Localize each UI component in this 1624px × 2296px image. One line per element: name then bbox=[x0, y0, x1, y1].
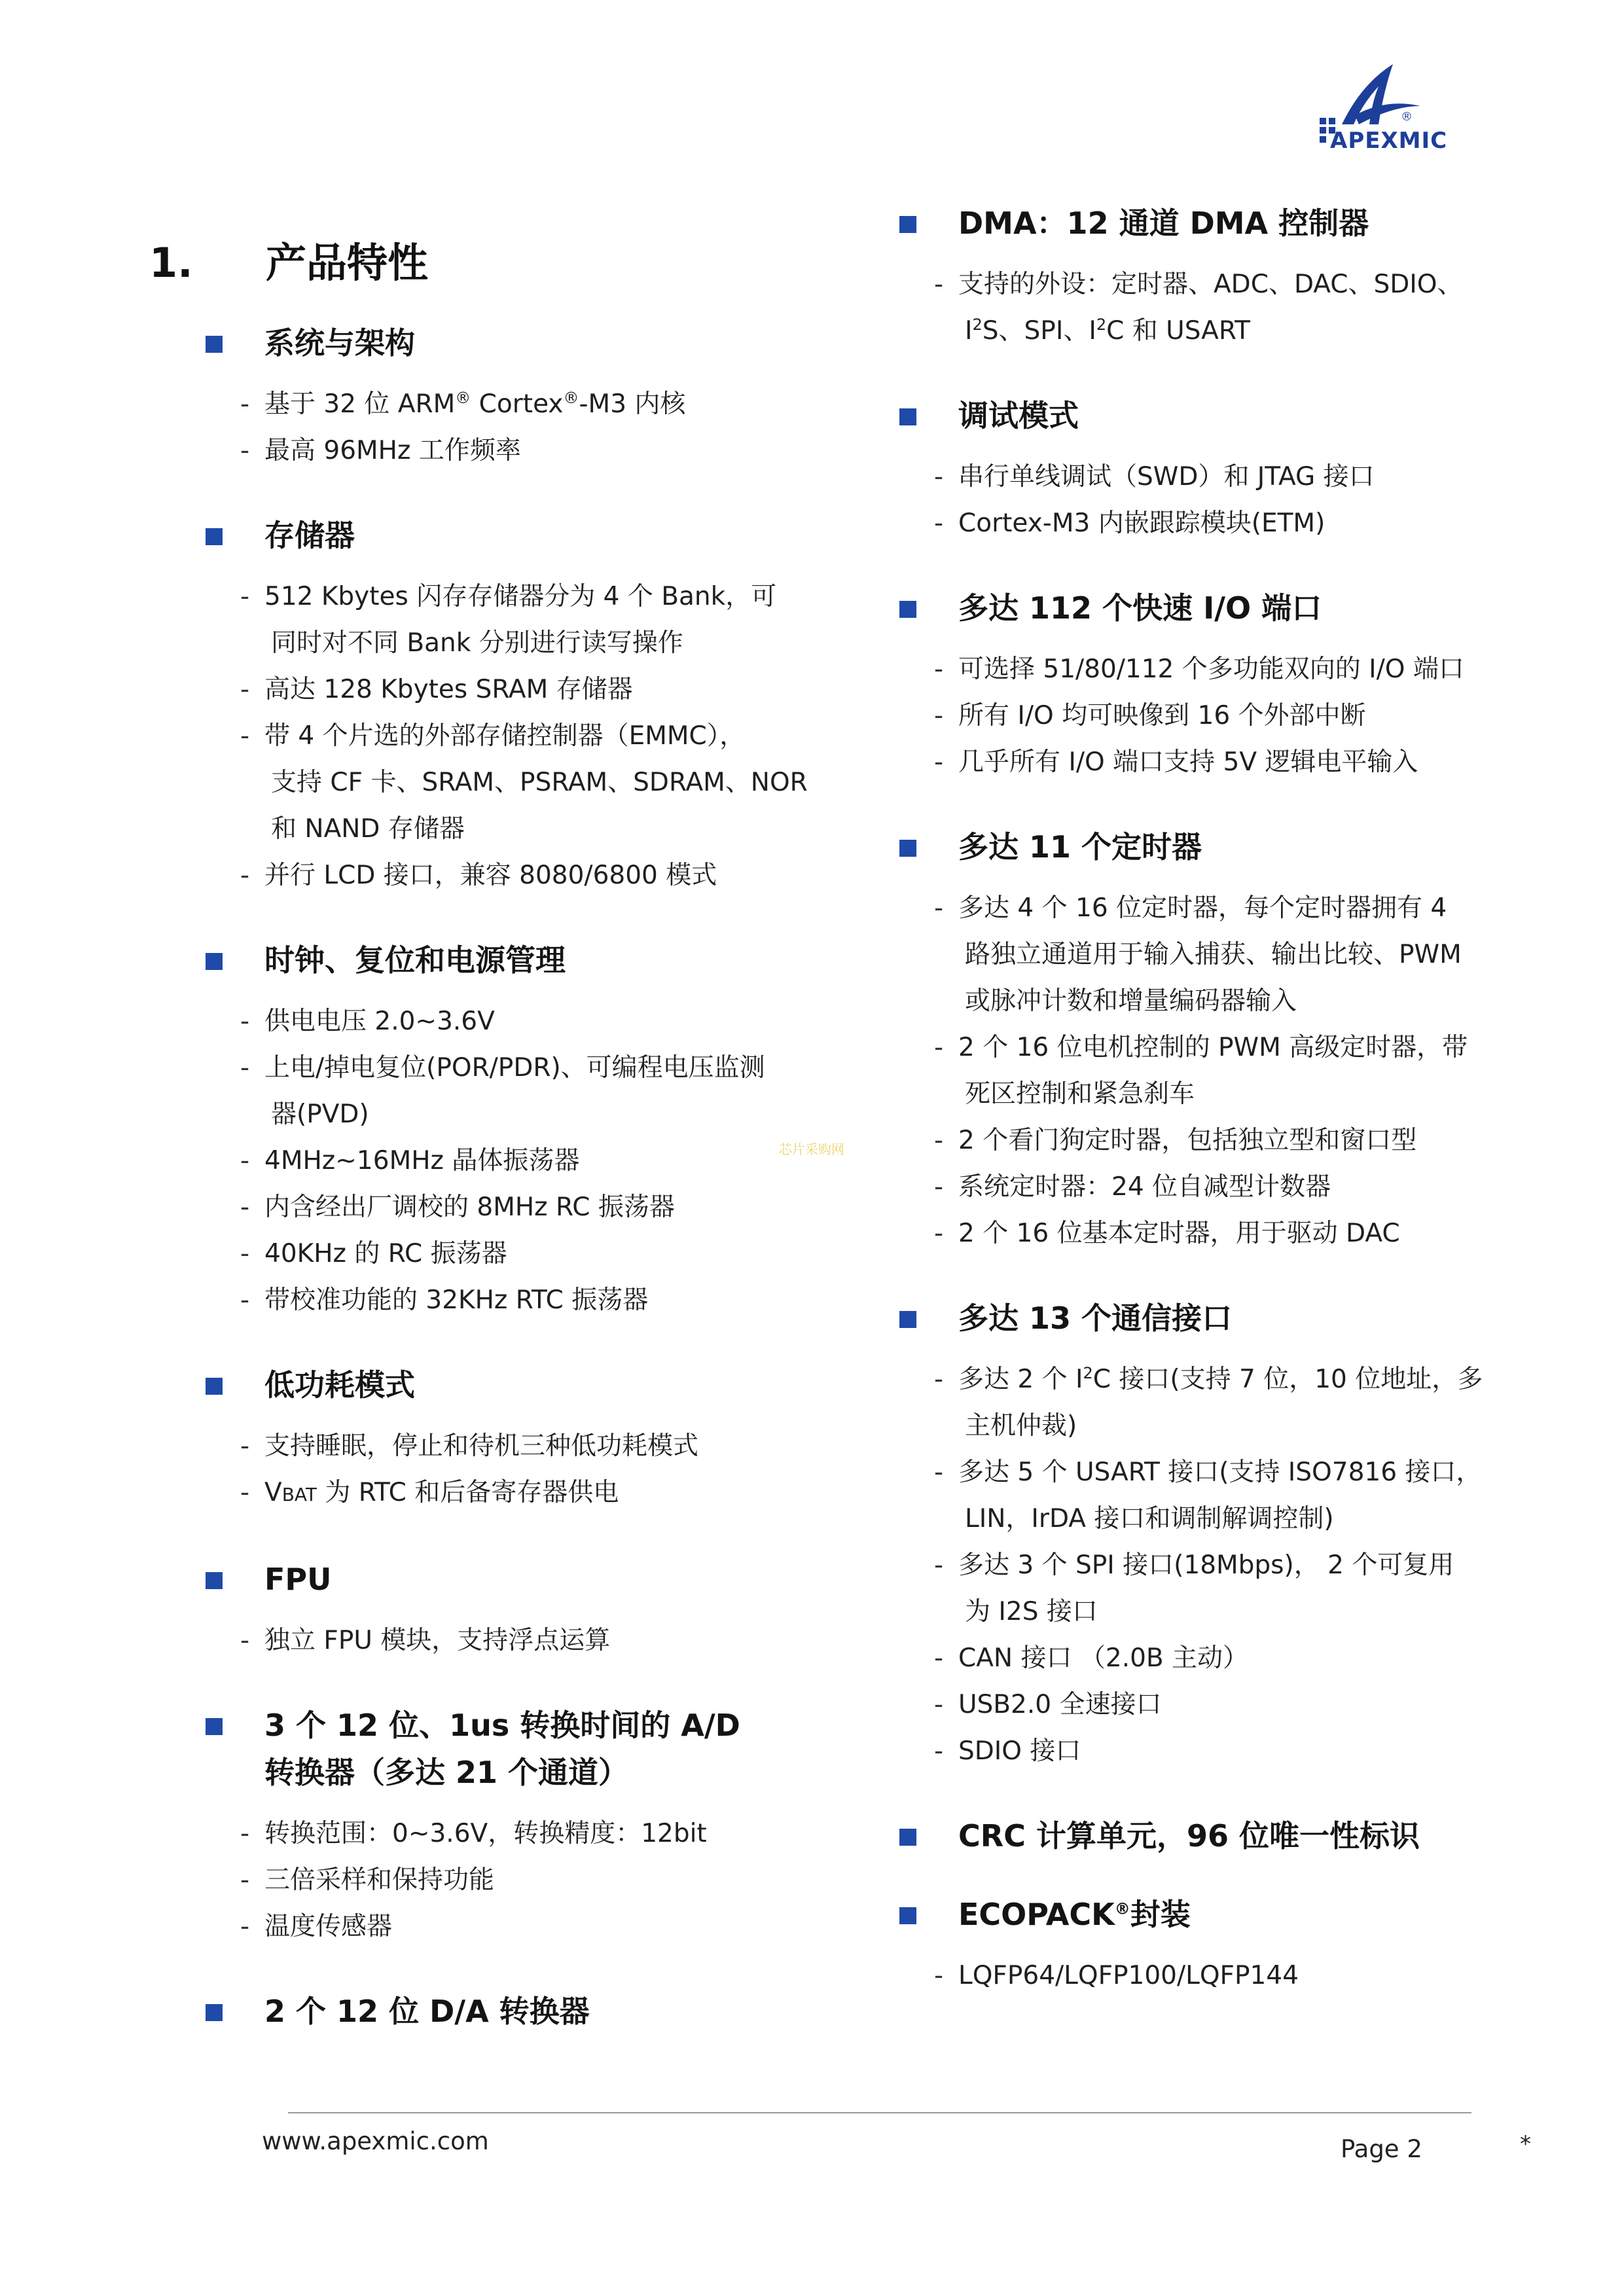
text-run: 所有 I/O 均可映像到 16 个外部中断 bbox=[958, 701, 1366, 730]
text-run: 带 4 个片选的外部存储控制器（EMMC）， bbox=[264, 721, 746, 751]
section-heading-text: FPU bbox=[264, 1562, 332, 1597]
list-item-continuation: 主机仲裁) bbox=[965, 1411, 1077, 1441]
section-heading-text: ECOPACK bbox=[958, 1897, 1115, 1932]
text-run: 512 Kbytes 闪存存储器分为 4 个 Bank，可 bbox=[264, 582, 777, 611]
list-item bbox=[898, 885, 1507, 1024]
section-number: 1. bbox=[149, 239, 193, 287]
list-item bbox=[204, 1617, 813, 1664]
list-item bbox=[898, 1117, 1507, 1164]
text-run: USB2.0 全速接口 bbox=[958, 1690, 1162, 1719]
superscript: 2 bbox=[1096, 315, 1107, 334]
superscript: 2 bbox=[972, 315, 983, 334]
logo-text: APEXMIC bbox=[1330, 128, 1448, 154]
section-heading bbox=[204, 1702, 813, 1796]
feature-section bbox=[204, 1988, 813, 2035]
page-title bbox=[149, 230, 428, 289]
feature-section bbox=[204, 319, 813, 474]
text-run: 多达 2 个 I bbox=[958, 1365, 1083, 1394]
section-heading bbox=[898, 392, 1507, 439]
section-heading bbox=[204, 1556, 813, 1603]
list-item-continuation: 或脉冲计数和增量编码器输入 bbox=[965, 986, 1297, 1016]
text-run: 2 个 16 位电机控制的 PWM 高级定时器，带 bbox=[958, 1033, 1468, 1062]
text-run: 最高 96MHz 工作频率 bbox=[264, 436, 521, 465]
list-item-continuation: 死区控制和紧急刹车 bbox=[965, 1079, 1195, 1109]
list-item bbox=[898, 646, 1507, 692]
text-run: 4MHz~16MHz 晶体振荡器 bbox=[264, 1146, 580, 1175]
feature-section bbox=[898, 584, 1507, 785]
text-run: 40KHz 的 RC 振荡器 bbox=[264, 1239, 507, 1268]
text-run: 温度传感器 bbox=[264, 1912, 393, 1941]
left-column bbox=[204, 319, 813, 2066]
text-run: C 和 USART bbox=[1106, 316, 1250, 346]
section-heading-text: 时钟、复位和电源管理 bbox=[264, 942, 566, 978]
feature-list bbox=[204, 1423, 813, 1518]
text-run: 多达 5 个 USART 接口(支持 ISO7816 接口， bbox=[958, 1458, 1482, 1487]
text-run: 转换范围：0~3.6V，转换精度：12bit bbox=[264, 1819, 707, 1848]
right-column bbox=[898, 200, 1507, 2037]
text-run: 串行单线调试（SWD）和 JTAG 接口 bbox=[958, 462, 1375, 492]
list-item-continuation: 同时对不同 Bank 分别进行读写操作 bbox=[271, 628, 683, 658]
feature-section bbox=[898, 823, 1507, 1257]
list-item bbox=[204, 1857, 813, 1903]
list-item bbox=[204, 1277, 813, 1323]
list-item-continuation: 路独立通道用于输入捕获、输出比较、PWM bbox=[965, 940, 1462, 969]
text-run: 基于 32 位 ARM bbox=[264, 389, 456, 419]
section-heading-text: 多达 11 个定时器 bbox=[958, 829, 1202, 865]
text-run: SDIO 接口 bbox=[958, 1736, 1081, 1766]
section-heading-text: CRC 计算单元，96 位唯一性标识 bbox=[958, 1818, 1420, 1854]
list-item bbox=[898, 1952, 1507, 1999]
feature-list bbox=[204, 998, 813, 1323]
feature-list bbox=[898, 454, 1507, 547]
text-run: I bbox=[965, 316, 973, 346]
list-item bbox=[204, 427, 813, 474]
page-number: Page 2 bbox=[1341, 2135, 1422, 2163]
superscript: ® bbox=[1114, 1899, 1130, 1918]
list-item-continuation: 为 I2S 接口 bbox=[965, 1597, 1098, 1626]
text-run: CAN 接口 （2.0B 主动） bbox=[958, 1643, 1249, 1673]
section-heading bbox=[898, 823, 1507, 870]
text-run: 为 RTC 和后备寄存器供电 bbox=[316, 1478, 619, 1507]
feature-list bbox=[204, 381, 813, 474]
section-heading-text: 2 个 12 位 D/A 转换器 bbox=[264, 1994, 590, 2029]
list-item bbox=[898, 1356, 1507, 1449]
superscript: ® bbox=[455, 389, 471, 407]
section-title: 产品特性 bbox=[266, 239, 429, 287]
text-run: 多达 3 个 SPI 接口(18Mbps)， 2 个可复用 bbox=[958, 1551, 1454, 1580]
feature-list bbox=[898, 646, 1507, 785]
section-heading bbox=[204, 319, 813, 367]
list-item bbox=[204, 1045, 813, 1138]
section-heading-text: DMA：12 通道 DMA 控制器 bbox=[958, 206, 1369, 241]
feature-section bbox=[898, 1812, 1507, 1859]
section-heading-line2: 转换器（多达 21 个通道） bbox=[264, 1755, 629, 1790]
text-run: V bbox=[264, 1478, 282, 1507]
list-item bbox=[898, 1542, 1507, 1635]
text-run: 内含经出厂调校的 8MHz RC 振荡器 bbox=[264, 1193, 675, 1222]
feature-section bbox=[204, 1556, 813, 1664]
section-heading bbox=[898, 1891, 1507, 1938]
list-item bbox=[204, 713, 813, 852]
feature-section bbox=[898, 1295, 1507, 1774]
list-item bbox=[898, 692, 1507, 739]
section-heading-text: 多达 112 个快速 I/O 端口 bbox=[958, 590, 1322, 626]
list-item bbox=[204, 1423, 813, 1469]
list-item bbox=[204, 1469, 813, 1518]
list-item bbox=[204, 573, 813, 666]
text-run: 供电电压 2.0~3.6V bbox=[264, 1007, 495, 1036]
text-run: 多达 4 个 16 位定时器，每个定时器拥有 4 bbox=[958, 893, 1447, 923]
section-heading bbox=[898, 1295, 1507, 1342]
text-run: Cortex bbox=[471, 389, 564, 419]
text-run: C 接口(支持 7 位，10 位地址，多 bbox=[1092, 1365, 1483, 1394]
text-run: Cortex-M3 内嵌跟踪模块(ETM) bbox=[958, 509, 1326, 538]
list-item bbox=[204, 1138, 813, 1184]
section-heading-text: 调试模式 bbox=[958, 398, 1079, 433]
feature-section bbox=[204, 512, 813, 899]
list-item bbox=[204, 666, 813, 713]
section-heading bbox=[204, 1361, 813, 1408]
list-item-continuation: LIN，IrDA 接口和调制解调控制) bbox=[965, 1504, 1334, 1534]
list-item bbox=[898, 1024, 1507, 1117]
feature-list bbox=[898, 885, 1507, 1257]
text-run: 三倍采样和保持功能 bbox=[264, 1865, 495, 1895]
feature-list bbox=[204, 573, 813, 899]
list-item-continuation: 器(PVD) bbox=[271, 1100, 369, 1129]
superscript: 2 bbox=[1083, 1364, 1093, 1382]
feature-list bbox=[898, 1356, 1507, 1774]
text-run: S、SPI、I bbox=[982, 316, 1096, 346]
list-item-continuation: 和 NAND 存储器 bbox=[271, 814, 465, 844]
section-heading-tail: 封装 bbox=[1130, 1897, 1191, 1932]
section-heading-text: 3 个 12 位、1us 转换时间的 A/D bbox=[264, 1708, 740, 1743]
footer-url[interactable]: www.apexmic.com bbox=[262, 2127, 489, 2155]
text-run: 支持的外设：定时器、ADC、DAC、SDIO、 bbox=[958, 270, 1463, 299]
list-item-continuation bbox=[958, 308, 1507, 354]
feature-section bbox=[898, 392, 1507, 547]
feature-list bbox=[898, 1952, 1507, 1999]
superscript: ® bbox=[563, 389, 579, 407]
section-heading bbox=[204, 1988, 813, 2035]
section-heading bbox=[898, 584, 1507, 632]
list-item bbox=[898, 261, 1507, 354]
list-item bbox=[898, 739, 1507, 785]
text-run: LQFP64/LQFP100/LQFP144 bbox=[958, 1961, 1299, 1990]
list-item bbox=[898, 1635, 1507, 1681]
text-run: 独立 FPU 模块，支持浮点运算 bbox=[264, 1626, 611, 1655]
section-heading bbox=[204, 512, 813, 559]
text-run: 系统定时器：24 位自减型计数器 bbox=[958, 1172, 1331, 1202]
text-run: 带校准功能的 32KHz RTC 振荡器 bbox=[264, 1285, 649, 1315]
feature-section bbox=[898, 200, 1507, 354]
text-run: 2 个看门狗定时器，包括独立型和窗口型 bbox=[958, 1126, 1417, 1155]
subscript: BAT bbox=[281, 1484, 317, 1505]
list-item bbox=[204, 1810, 813, 1857]
footer-divider bbox=[288, 2112, 1471, 2113]
feature-section bbox=[204, 1361, 813, 1518]
section-heading bbox=[204, 937, 813, 984]
text-run: 几乎所有 I/O 端口支持 5V 逻辑电平输入 bbox=[958, 747, 1418, 777]
list-item bbox=[898, 1681, 1507, 1728]
text-run: -M3 内核 bbox=[579, 389, 686, 419]
list-item bbox=[204, 381, 813, 427]
footer-star: * bbox=[1520, 2131, 1531, 2157]
section-heading-text: 低功耗模式 bbox=[264, 1367, 415, 1403]
list-item bbox=[898, 1210, 1507, 1257]
section-heading bbox=[898, 1812, 1507, 1859]
list-item bbox=[898, 500, 1507, 547]
section-heading-text: 系统与架构 bbox=[264, 325, 415, 361]
registered-mark: ® bbox=[1401, 110, 1413, 124]
list-item bbox=[204, 998, 813, 1045]
list-item bbox=[204, 1184, 813, 1230]
list-item bbox=[898, 1449, 1507, 1542]
text-run: 并行 LCD 接口，兼容 8080/6800 模式 bbox=[264, 861, 717, 890]
list-item bbox=[898, 1164, 1507, 1210]
text-run: 上电/掉电复位(POR/PDR)、可编程电压监测 bbox=[264, 1053, 765, 1083]
list-item bbox=[898, 454, 1507, 500]
feature-section bbox=[898, 1891, 1507, 1999]
list-item-continuation: 支持 CF 卡、SRAM、PSRAM、SDRAM、NOR bbox=[271, 768, 808, 797]
feature-list bbox=[204, 1810, 813, 1950]
feature-section bbox=[204, 1702, 813, 1950]
text-run: 可选择 51/80/112 个多功能双向的 I/O 端口 bbox=[958, 655, 1464, 684]
list-item bbox=[898, 1728, 1507, 1774]
text-run: 支持睡眠，停止和待机三种低功耗模式 bbox=[264, 1431, 699, 1461]
text-run: 2 个 16 位基本定时器，用于驱动 DAC bbox=[958, 1219, 1400, 1248]
section-heading-text: 多达 13 个通信接口 bbox=[958, 1300, 1233, 1336]
list-item bbox=[204, 852, 813, 899]
section-heading bbox=[898, 200, 1507, 247]
feature-list bbox=[898, 261, 1507, 354]
watermark: 芯片采购网 bbox=[779, 1141, 844, 1157]
section-heading-text: 存储器 bbox=[264, 518, 355, 553]
feature-section bbox=[204, 937, 813, 1323]
feature-list bbox=[204, 1617, 813, 1664]
text-run: 高达 128 Kbytes SRAM 存储器 bbox=[264, 675, 633, 704]
list-item bbox=[204, 1230, 813, 1277]
list-item bbox=[204, 1903, 813, 1950]
